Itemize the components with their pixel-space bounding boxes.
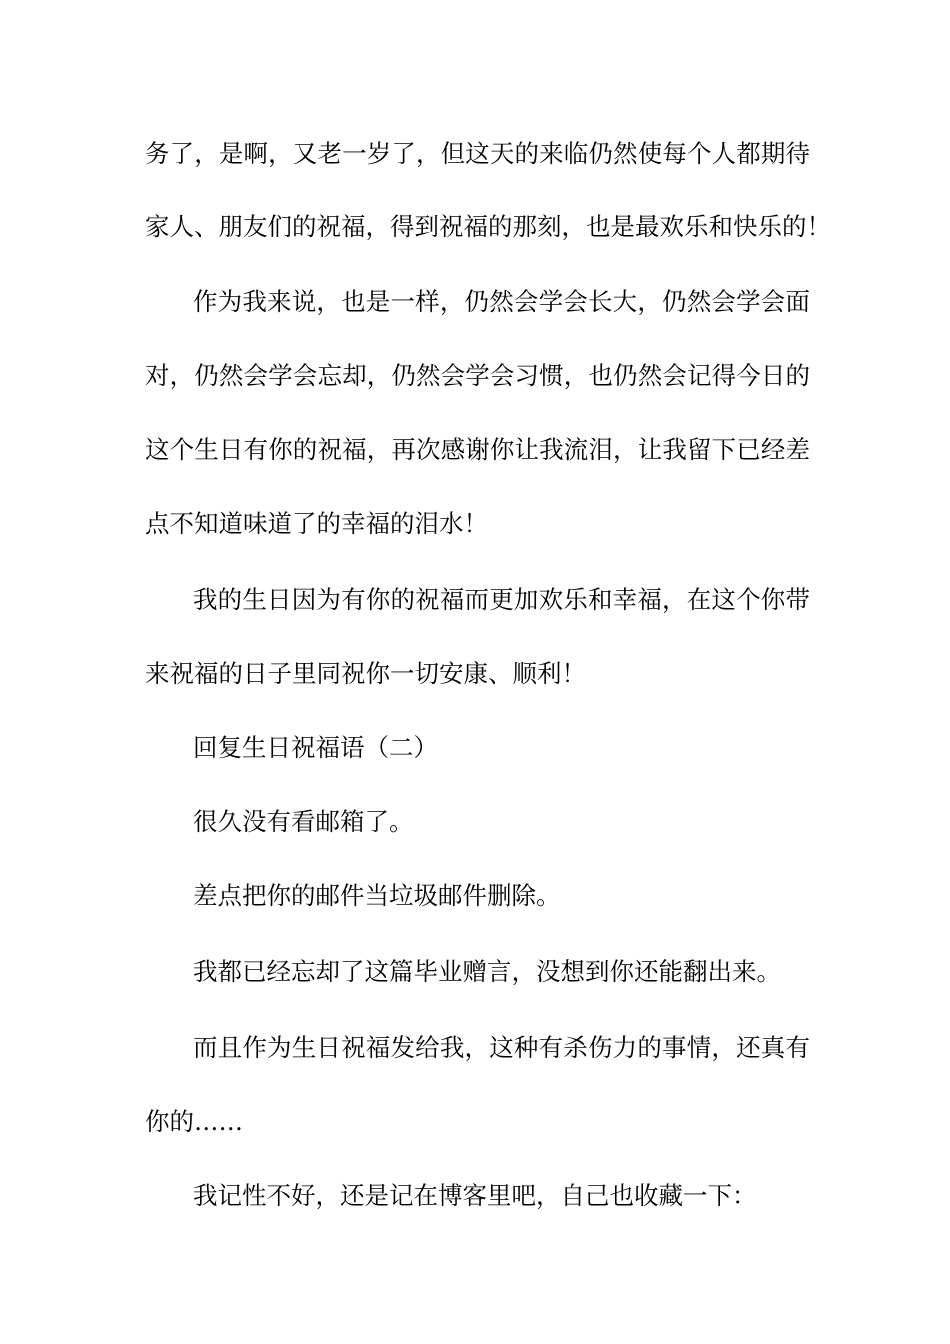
text-line-11: 差点把你的邮件当垃圾邮件删除。	[193, 881, 561, 910]
section-heading: 回复生日祝福语（二）	[193, 733, 438, 762]
text-line-10: 很久没有看邮箱了。	[193, 807, 414, 836]
text-line-2: 家人、朋友们的祝福，得到祝福的那刻，也是最欢乐和快乐的！	[145, 212, 831, 241]
text-line-1: 务了，是啊，又老一岁了，但这天的来临仍然使每个人都期待	[145, 139, 810, 168]
text-line-15: 我记性不好，还是记在博客里吧，自己也收藏一下：	[193, 1181, 757, 1210]
text-line-6: 点不知道味道了的幸福的泪水！	[145, 509, 488, 538]
text-line-8: 来祝福的日子里同祝你一切安康、顺利！	[145, 659, 586, 688]
text-line-4: 对，仍然会学会忘却，仍然会学会习惯，也仍然会记得今日的	[145, 361, 810, 390]
text-line-5: 这个生日有你的祝福，再次感谢你让我流泪，让我留下已经差	[145, 435, 810, 464]
text-line-14: 你的……	[145, 1107, 243, 1136]
text-line-12: 我都已经忘却了这篇毕业赠言，没想到你还能翻出来。	[193, 957, 781, 986]
text-line-7: 我的生日因为有你的祝福而更加欢乐和幸福，在这个你带	[193, 585, 810, 614]
text-line-3: 作为我来说，也是一样，仍然会学会长大，仍然会学会面	[193, 287, 810, 316]
text-line-13: 而且作为生日祝福发给我，这种有杀伤力的事情，还真有	[193, 1033, 810, 1062]
